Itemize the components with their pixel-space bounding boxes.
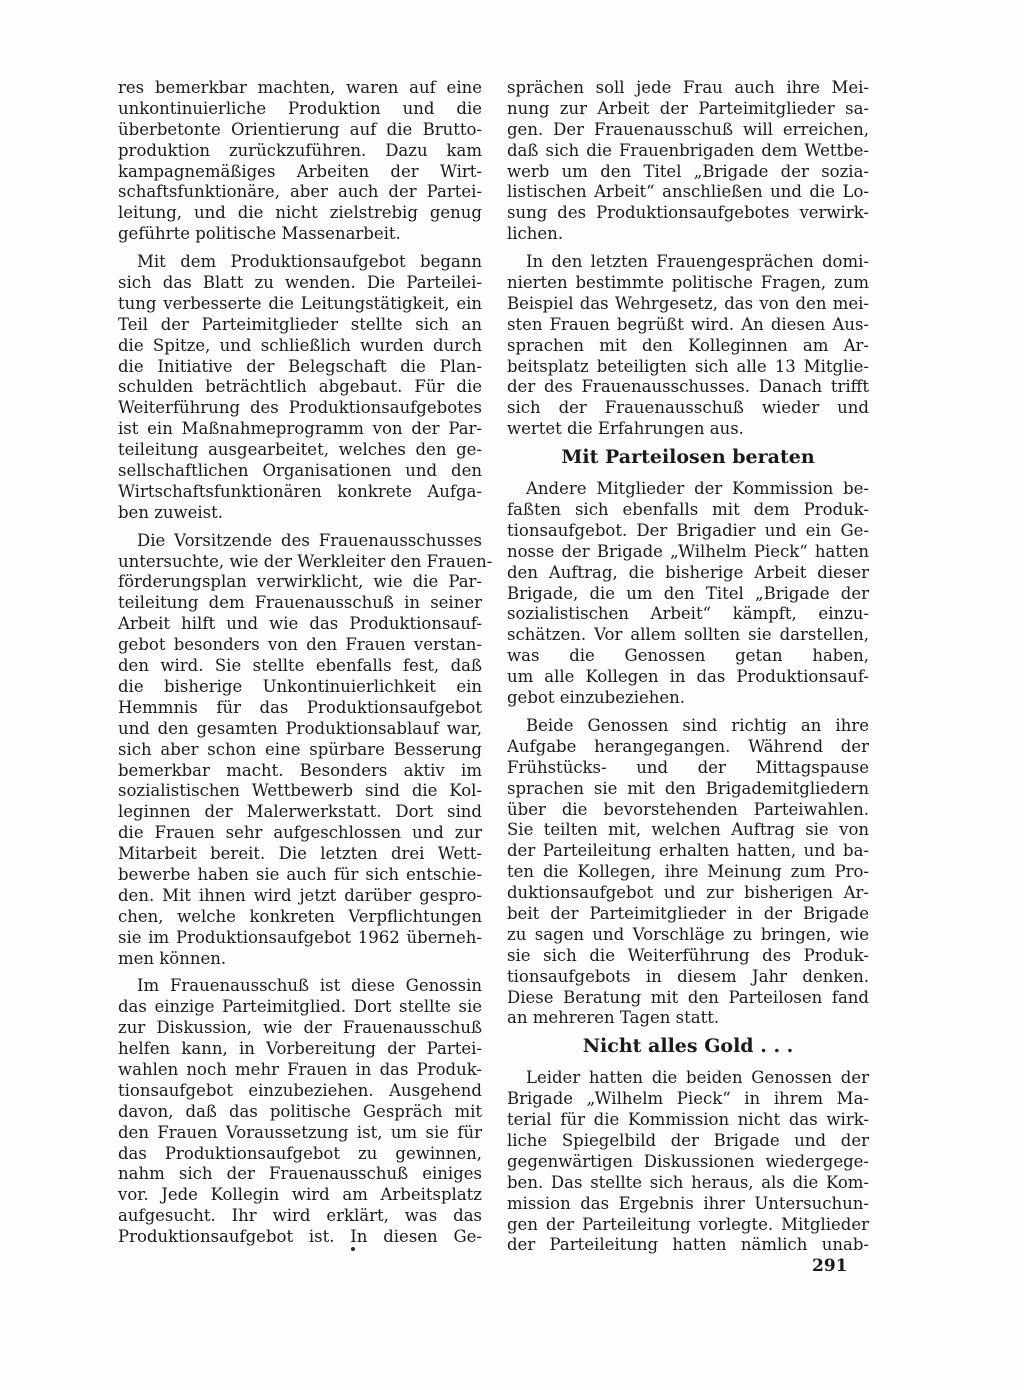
text-line: werb um den Titel „Brigade der sozia- — [507, 161, 869, 181]
text-line: ben zuweist. — [118, 502, 224, 522]
ink-speck — [351, 1247, 355, 1251]
paragraph-gap — [118, 245, 482, 252]
text-line: leitung, und die nicht zielstrebig genug — [118, 203, 482, 223]
text-line: nahm sich der Frauenausschuß einiges — [118, 1164, 482, 1184]
left-text-column — [118, 78, 493, 1248]
text-line: und den gesamten Produktionsablauf war, — [118, 718, 482, 738]
text-line: Arbeit hilft und wie das Produktionsauf- — [118, 614, 482, 634]
text-line: Andere Mitglieder der Kommission be- — [526, 479, 869, 499]
text-line: listischen Arbeit“ anschließen und die Lo- — [507, 182, 869, 202]
text-line: untersuchte, wie der Werkleiter den Frauen- — [118, 551, 493, 571]
text-line: liche Spiegelbild der Brigade und der — [507, 1130, 869, 1150]
text-line: Leider hatten die beiden Genossen der — [526, 1068, 869, 1088]
text-line: bemerkbar macht. Besonders aktiv im — [118, 760, 482, 780]
text-line: nung zur Arbeit der Parteimitglieder sa- — [507, 98, 869, 118]
text-line: beitsplatz beteiligten sich alle 13 Mitglie- — [507, 356, 869, 376]
text-line: res bemerkbar machten, waren auf eine — [118, 78, 482, 97]
text-line: kampagnemäßiges Arbeiten der Wirt- — [118, 161, 482, 181]
text-line: zur Diskussion, wie der Frauenausschuß — [118, 1018, 482, 1038]
text-line: sprächen soll jede Frau auch ihre Mei- — [507, 78, 869, 97]
text-line: Aufgabe herangegangen. Während der — [507, 736, 869, 756]
text-line: vor. Jede Kollegin wird am Arbeitsplatz — [118, 1185, 482, 1205]
text-line: sich das Blatt zu wenden. Die Parteilei- — [118, 273, 482, 293]
text-line: produktion zurückzuführen. Dazu kam — [118, 140, 482, 160]
text-line: teileitung dem Frauenausschuß in seiner — [118, 593, 482, 613]
text-line: lichen. — [507, 224, 564, 244]
text-line: das einzige Parteimitglied. Dort stellte sie — [118, 997, 482, 1017]
text-line: gegenwärtigen Diskussionen wiedergege- — [507, 1151, 869, 1171]
text-line: men können. — [118, 948, 227, 968]
text-line: Diese Beratung mit den Parteilosen fand — [507, 987, 869, 1007]
paragraph-gap — [507, 472, 869, 479]
paragraph-gap — [507, 1061, 869, 1068]
text-line: tionsaufgebot einzubeziehen. Ausgehend — [118, 1080, 482, 1100]
text-line: Wirtschaftsfunktionären konkrete Aufga- — [118, 481, 482, 501]
text-line: schätzen. Vor allem sollten sie darstellen, — [507, 625, 869, 645]
text-line: sich der Frauenausschuß wieder und — [507, 398, 869, 418]
text-line: die bisherige Unkontinuierlichkeit ein — [118, 676, 482, 696]
text-line: faßten sich ebenfalls mit dem Produk- — [507, 500, 869, 520]
text-line: Hemmnis für das Produktionsaufgebot — [118, 697, 482, 717]
text-line: der Parteileitung erhalten hatten, und ba- — [507, 841, 869, 861]
text-line: was die Genossen getan haben, — [507, 646, 869, 666]
text-line: der des Frauenausschusses. Danach trifft — [507, 377, 869, 397]
text-line: sprachen sie mit den Brigademitgliedern — [507, 778, 869, 798]
text-line: davon, daß das politische Gespräch mit — [118, 1101, 482, 1121]
text-line: Brigade, die um den Titel „Brigade der — [507, 583, 869, 603]
text-line: überbetonte Orientierung auf die Brutto- — [118, 119, 482, 139]
text-line: die Initiative der Belegschaft die Plan- — [118, 356, 482, 376]
paragraph-gap — [118, 969, 482, 976]
text-line: geführte politische Massenarbeit. — [118, 224, 401, 244]
text-line: die Frauen sehr aufgeschlossen und zur — [118, 823, 482, 843]
text-line: gebot einzubeziehen. — [507, 688, 686, 708]
text-line: tionsaufgebot. Der Brigadier und ein Ge- — [507, 520, 869, 540]
text-line: um alle Kollegen in das Produktionsauf- — [507, 667, 869, 687]
text-line: wahlen noch mehr Frauen in das Produk- — [118, 1059, 482, 1079]
text-line: ten die Kollegen, ihre Meinung zum Pro- — [507, 862, 869, 882]
text-line: helfen kann, in Vorbereitung der Partei- — [118, 1039, 482, 1059]
text-line: terial für die Kommission nicht das wirk- — [507, 1110, 869, 1130]
text-line: chen, welche konkreten Verpflichtungen — [118, 906, 482, 926]
text-line: wertet die Erfahrungen aus. — [507, 419, 744, 439]
text-line: sich aber schon eine spürbare Besserung — [118, 739, 482, 759]
text-line: ist ein Maßnahmeprogramm von der Par- — [118, 419, 482, 439]
text-line: den Frauen Voraussetzung ist, um sie für — [118, 1122, 482, 1142]
text-line: sie im Produktionsaufgebot 1962 überneh- — [118, 927, 482, 947]
text-line: schulden beträchtlich abgebaut. Für die — [118, 377, 482, 397]
text-line: an mehreren Tagen statt. — [507, 1008, 720, 1028]
text-line: den Auftrag, die bisherige Arbeit dieser — [507, 562, 869, 582]
text-line: Produktionsaufgebot ist. In diesen Ge- — [118, 1227, 482, 1247]
text-line: den. Mit ihnen wird jetzt darüber gespro- — [118, 885, 482, 905]
text-line: Frühstücks- und der Mittagspause — [507, 757, 869, 777]
text-line: beit der Parteimitglieder in der Brigade — [507, 903, 869, 923]
text-line: schaftsfunktionäre, aber auch der Partei- — [118, 182, 482, 202]
text-line: tung verbesserte die Leitungstätigkeit, ein — [118, 293, 482, 313]
text-line: gen der Parteileitung vorlegte. Mitglieder — [507, 1214, 869, 1234]
text-line: Die Vorsitzende des Frauenausschusses — [137, 530, 482, 550]
page-number: 291 — [812, 1256, 848, 1276]
paragraph-gap — [507, 245, 869, 252]
text-line: sung des Produktionsaufgebotes verwirk- — [507, 203, 869, 223]
text-line: Mit dem Produktionsaufgebot begann — [137, 252, 482, 272]
text-line: über die bevorstehenden Parteiwahlen. — [507, 799, 869, 819]
section-heading: Nicht alles Gold . . . — [582, 1035, 794, 1058]
text-line: sie sich die Weiterführung des Produk- — [507, 945, 869, 965]
paragraph-gap — [507, 709, 869, 716]
text-line: das Produktionsaufgebot zu gewinnen, — [118, 1143, 482, 1163]
text-line: Im Frauenausschuß ist diese Genossin — [137, 976, 482, 996]
text-line: die Spitze, und schließlich wurden durch — [118, 335, 482, 355]
text-line: sozialistischen Arbeit“ kämpft, einzu- — [507, 604, 869, 624]
text-line: sten Frauen begrüßt wird. An diesen Aus- — [507, 314, 869, 334]
text-line: gebot besonders von den Frauen verstan- — [118, 635, 482, 655]
text-line: Sie teilten mit, welchen Auftrag sie von — [507, 820, 869, 840]
text-line: mission das Ergebnis ihrer Untersuchun- — [507, 1193, 869, 1213]
text-line: nierten bestimmte politische Fragen, zum — [507, 273, 869, 293]
text-line: daß sich die Frauenbrigaden dem Wettbe- — [507, 140, 869, 160]
text-line: bewerbe haben sie auch für sich entschie- — [118, 864, 482, 884]
text-line: förderungsplan verwirklicht, wie die Par- — [118, 572, 482, 592]
text-line: Weiterführung des Produktionsaufgebotes — [118, 398, 482, 418]
text-line: der Parteileitung hatten nämlich unab- — [507, 1235, 869, 1255]
right-text-column — [507, 78, 869, 1256]
text-line: In den letzten Frauengesprächen domi- — [526, 252, 869, 272]
text-line: Beispiel das Wehrgesetz, das von den mei- — [507, 293, 869, 313]
text-line: unkontinuierliche Produktion und die — [118, 98, 482, 118]
text-line: sozialistischen Wettbewerb sind die Kol- — [118, 781, 482, 801]
text-line: ben. Das stellte sich heraus, als die Kom- — [507, 1172, 869, 1192]
text-line: den wird. Sie stellte ebenfalls fest, daß — [118, 656, 482, 676]
text-line: gen. Der Frauenausschuß will erreichen, — [507, 119, 869, 139]
text-line: sellschaftlichen Organisationen und den — [118, 461, 482, 481]
text-line: Mitarbeit bereit. Die letzten drei Wett- — [118, 844, 482, 864]
text-line: Teil der Parteimitglieder stellte sich an — [118, 314, 482, 334]
text-line: duktionsaufgebot und zur bisherigen Ar- — [507, 883, 869, 903]
text-line: teileitung ausgearbeitet, welches den ge- — [118, 440, 482, 460]
text-line: nosse der Brigade „Wilhelm Pieck“ hatten — [507, 541, 869, 561]
text-line: Beide Genossen sind richtig an ihre — [526, 715, 869, 735]
section-heading: Mit Parteilosen beraten — [561, 446, 815, 469]
paragraph-gap — [118, 524, 482, 531]
text-line: leginnen der Malerwerkstatt. Dort sind — [118, 802, 482, 822]
text-line: zu sagen und Vorschläge zu bringen, wie — [507, 924, 869, 944]
text-line: tionsaufgebots in diesem Jahr denken. — [507, 966, 869, 986]
text-line: aufgesucht. Ihr wird erklärt, was das — [118, 1206, 482, 1226]
text-line: sprachen mit den Kolleginnen am Ar- — [507, 335, 869, 355]
text-line: Brigade „Wilhelm Pieck“ in ihrem Ma- — [507, 1089, 869, 1109]
